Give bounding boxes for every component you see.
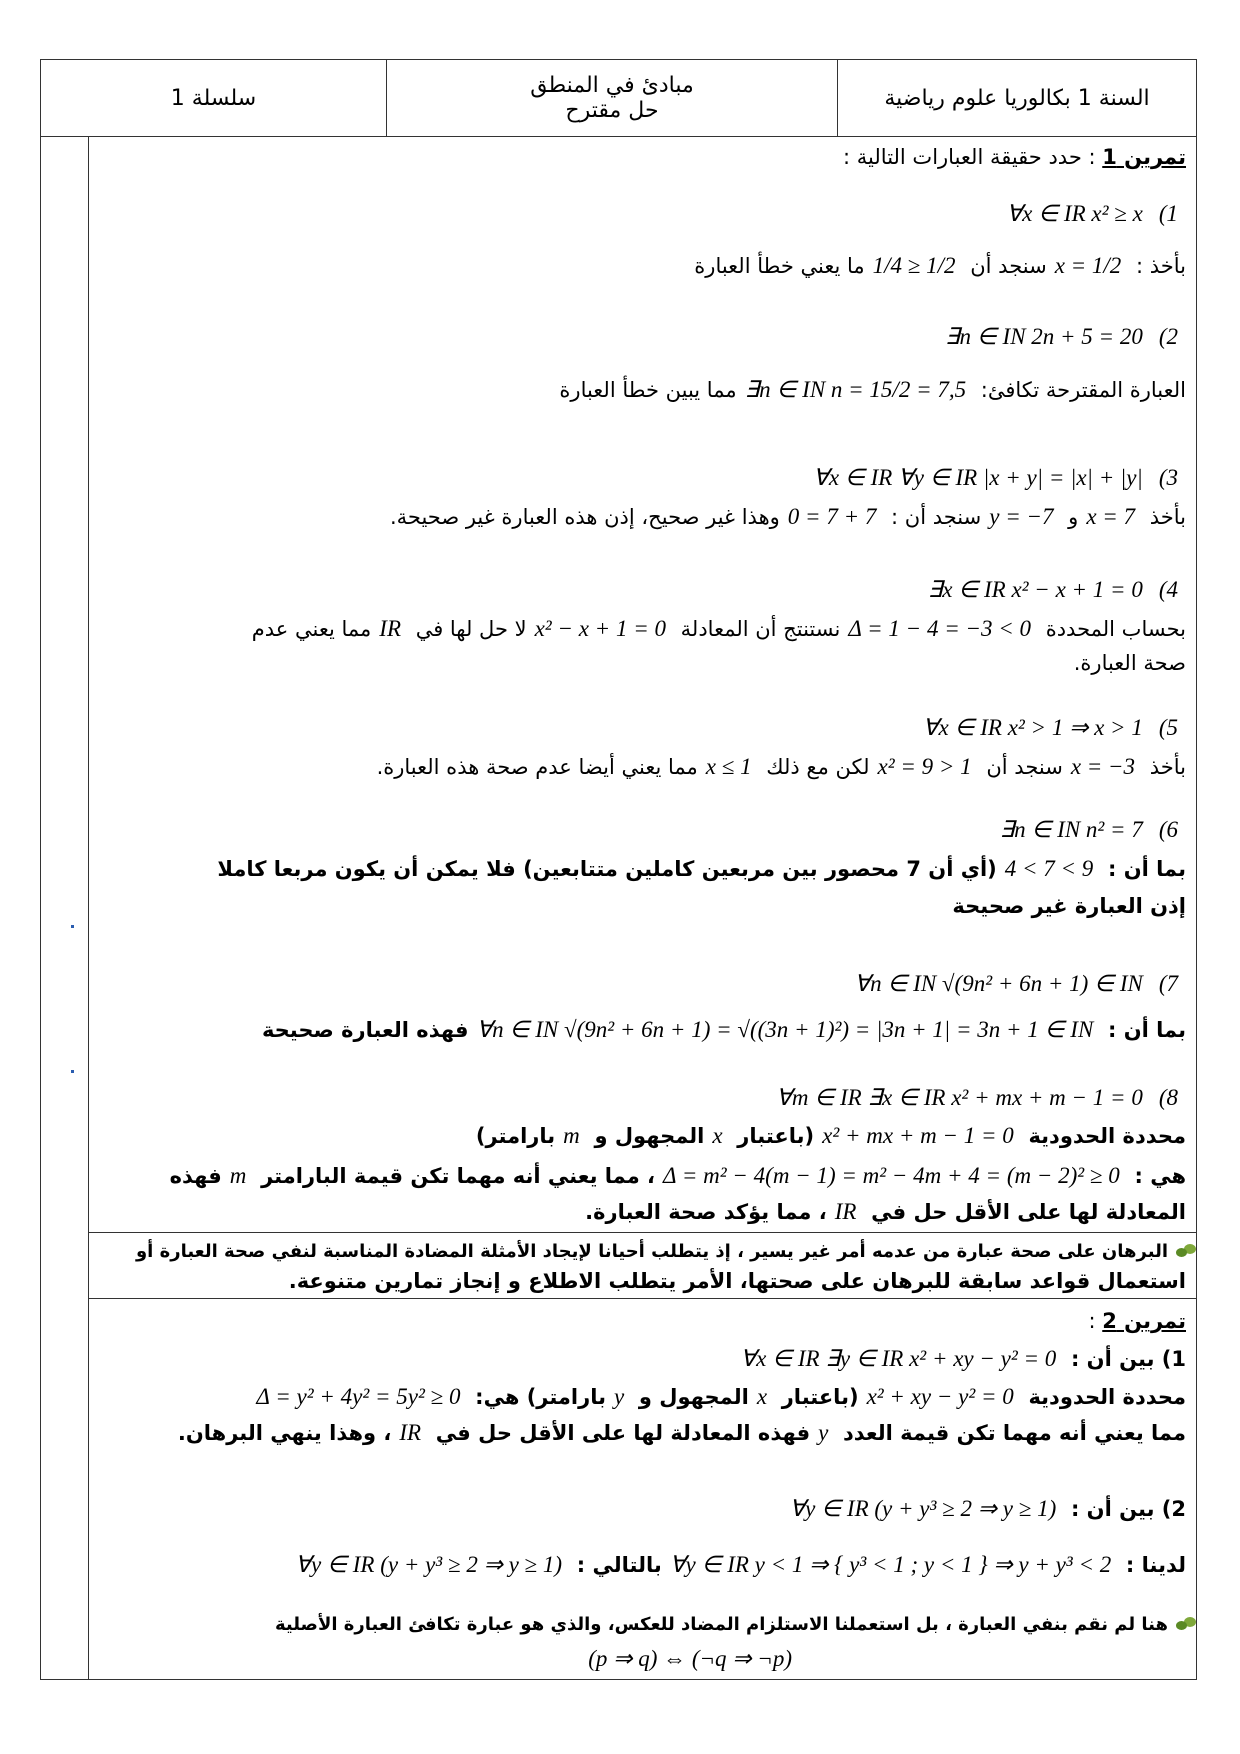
math-expression: x ≤ 1 bbox=[705, 754, 752, 779]
math-expression: ∀x ∈ IR ∀y ∈ IR |x + y| = |x| + |y| bbox=[813, 465, 1143, 490]
math-expression: m bbox=[563, 1123, 580, 1148]
series-label: سلسلة 1 bbox=[170, 85, 257, 111]
text-segment: إذن العبارة غير صحيحة bbox=[952, 894, 1186, 918]
text-segment: فهذه bbox=[169, 1164, 222, 1188]
topic-title: مبادئ في المنطق bbox=[530, 73, 694, 98]
math-expression: (8 bbox=[1158, 1085, 1178, 1110]
level-label: السنة 1 بكالوريا علوم رياضية bbox=[884, 85, 1150, 111]
text-segment: فهذه العبارة صحيحة bbox=[261, 1018, 469, 1042]
text-segment: بأخذ : bbox=[1136, 254, 1186, 278]
math-expression: x bbox=[712, 1123, 723, 1148]
math-expression: ∃n ∈ IN 2n + 5 = 20 bbox=[944, 324, 1143, 349]
math-expression: x² = 9 > 1 bbox=[877, 754, 972, 779]
text-line bbox=[998, 200, 1186, 228]
text-segment: العبارة المقترحة تكافئ: bbox=[980, 378, 1186, 402]
text-line bbox=[1088, 1307, 1186, 1335]
math-expression: x = 7 bbox=[1086, 504, 1136, 529]
math-expression: (7 bbox=[1158, 971, 1178, 996]
text-line bbox=[248, 1383, 1186, 1411]
math-expression: ∀x ∈ IR x² > 1 ⇒ x > 1 bbox=[922, 715, 1143, 740]
level-cell bbox=[838, 60, 1196, 136]
math-expression: ∀y ∈ IR (y + y³ ≥ 2 ⇒ y ≥ 1) bbox=[789, 1496, 1057, 1521]
text-line bbox=[952, 892, 1186, 920]
text-segment: هنا لم نقم بنفي العبارة ، بل استعملنا الاستلزام المضاد للعكس، والذي هو عبارة تكافئ العبارة الأصلية bbox=[274, 1614, 1168, 1635]
divider bbox=[88, 1298, 1197, 1299]
text-line bbox=[390, 503, 1186, 531]
text-segment: المجهول و bbox=[638, 1385, 749, 1409]
remark-line bbox=[136, 1236, 1196, 1266]
math-expression: ∃n ∈ IN n = 15/2 = 7,5 bbox=[744, 377, 967, 402]
math-expression: (3 bbox=[1158, 465, 1178, 490]
text-segment: لكن مع ذلك bbox=[766, 755, 870, 779]
text-segment: (باعتبار bbox=[737, 1124, 815, 1148]
text-line bbox=[805, 464, 1186, 492]
math-expression: (5 bbox=[1158, 715, 1178, 740]
text-segment: ، وهذا ينهي البرهان. bbox=[177, 1421, 392, 1445]
text-segment: : حدد حقيقة العبارات التالية : bbox=[843, 145, 1096, 169]
text-segment: بحساب المحددة bbox=[1045, 617, 1186, 641]
math-expression: (p ⇒ q) ⇔ (¬q ⇒ ¬p) bbox=[588, 1646, 792, 1671]
text-segment: استعمال قواعد سابقة للبرهان على صحتها، الأمر يتطلب الاطلاع و إنجاز تمارين متنوعة. bbox=[288, 1269, 1186, 1293]
math-expression: IR bbox=[834, 1199, 857, 1224]
text-segment: مما يعني عدم bbox=[251, 617, 372, 641]
text-line bbox=[252, 615, 1186, 643]
math-expression: x² + mx + m − 1 = 0 bbox=[822, 1123, 1014, 1148]
text-line bbox=[768, 1084, 1186, 1112]
math-expression: y bbox=[613, 1384, 625, 1409]
text-line bbox=[377, 753, 1186, 781]
math-expression: (4 bbox=[1158, 577, 1178, 602]
math-expression: y bbox=[818, 1420, 829, 1445]
text-segment: محددة الحدودية bbox=[1028, 1385, 1186, 1409]
text-segment: المجهول و bbox=[594, 1124, 705, 1148]
text-segment: ما يعني خطأ العبارة bbox=[694, 254, 865, 278]
math-expression: (6 bbox=[1158, 817, 1178, 842]
text-segment: لدينا : bbox=[1125, 1553, 1186, 1577]
math-expression: x² + xy − y² = 0 bbox=[866, 1384, 1014, 1409]
text-line bbox=[287, 1551, 1186, 1579]
text-line bbox=[580, 1645, 800, 1673]
text-segment: وهذا غير صحيح، إذن هذه العبارة غير صحيحة. bbox=[389, 505, 780, 529]
text-segment: و bbox=[1068, 505, 1079, 529]
text-line bbox=[915, 714, 1186, 742]
text-line bbox=[262, 1016, 1186, 1044]
text-line bbox=[559, 376, 1186, 404]
math-expression: 0 = 7 + 7 bbox=[787, 504, 877, 529]
text-segment: بأخذ bbox=[1149, 505, 1186, 529]
math-expression: ∀x ∈ IR ∃y ∈ IR x² + xy − y² = 0 bbox=[740, 1346, 1057, 1371]
text-line bbox=[732, 1345, 1186, 1373]
math-expression: 4 < 7 < 9 bbox=[1004, 856, 1094, 881]
text-segment: ، مما يعني أنه مهما تكن قيمة البارامتر bbox=[261, 1164, 656, 1188]
text-line bbox=[937, 323, 1186, 351]
remark-line bbox=[275, 1609, 1196, 1639]
math-expression: ∀n ∈ IN √(9n² + 6n + 1) = √((3n + 1)²) = |3n + 1| = 3n + 1 ∈ IN bbox=[476, 1017, 1094, 1042]
divider bbox=[88, 1232, 1197, 1233]
math-expression: ∀m ∈ IR ∃x ∈ IR x² + mx + m − 1 = 0 bbox=[776, 1085, 1143, 1110]
text-segment: بالتالي : bbox=[576, 1553, 662, 1577]
math-expression: ∃n ∈ IN n² = 7 bbox=[999, 817, 1143, 842]
math-expression: y = −7 bbox=[989, 504, 1054, 529]
text-line bbox=[781, 1495, 1186, 1523]
math-expression: 1/4 ≥ 1/2 bbox=[872, 253, 956, 278]
text-segment: بأخذ bbox=[1149, 755, 1186, 779]
exercise-heading: تمرين 2 bbox=[1102, 1309, 1186, 1333]
text-segment: سنجد أن : bbox=[891, 505, 982, 529]
margin-dot bbox=[71, 925, 74, 928]
text-segment: سنجد أن bbox=[970, 254, 1047, 278]
math-expression: x² − x + 1 = 0 bbox=[534, 616, 666, 641]
text-segment: 2) بين أن : bbox=[1070, 1497, 1186, 1521]
text-segment: مما يعني أيضا عدم صحة هذه العبارة. bbox=[376, 755, 698, 779]
text-segment: نستنتج أن المعادلة bbox=[680, 617, 841, 641]
text-segment: هي : bbox=[1134, 1164, 1186, 1188]
exercise-heading: تمرين 1 bbox=[1102, 145, 1186, 169]
margin-dot bbox=[71, 1070, 74, 1073]
text-segment: مما يبين خطأ العبارة bbox=[559, 378, 737, 402]
text-line bbox=[1074, 649, 1186, 677]
header-table bbox=[40, 59, 1197, 137]
math-expression: IR bbox=[399, 1420, 422, 1445]
text-line bbox=[920, 576, 1186, 604]
math-expression: m bbox=[229, 1163, 247, 1188]
math-expression: Δ = 1 − 4 = −3 < 0 bbox=[848, 616, 1032, 641]
text-segment: المعادلة لها على الأقل حل في bbox=[871, 1200, 1186, 1224]
math-expression: ∀n ∈ IN √(9n² + 6n + 1) ∈ IN bbox=[854, 971, 1143, 996]
math-expression: x = 1/2 bbox=[1054, 253, 1122, 278]
text-segment: بما أن : bbox=[1108, 1018, 1186, 1042]
text-line bbox=[694, 252, 1186, 280]
math-expression: ∃x ∈ IR x² − x + 1 = 0 bbox=[927, 577, 1143, 602]
text-line bbox=[217, 855, 1186, 883]
text-line bbox=[289, 1267, 1186, 1295]
text-segment: ، مما يؤكد صحة العبارة. bbox=[585, 1200, 827, 1224]
math-expression: (2 bbox=[1158, 324, 1178, 349]
text-segment: : bbox=[1088, 1309, 1096, 1333]
text-line bbox=[476, 1122, 1186, 1150]
topic-cell bbox=[387, 60, 838, 136]
text-segment: فهذه المعادلة لها على الأقل حل في bbox=[435, 1421, 811, 1445]
text-segment: بارامتر) هي: bbox=[475, 1385, 606, 1409]
text-segment: سنجد أن bbox=[986, 755, 1063, 779]
text-line bbox=[843, 143, 1186, 171]
text-segment: 1) بين أن : bbox=[1070, 1347, 1186, 1371]
text-segment: البرهان على صحة عبارة من عدمه أمر غير يسير ، إذ يتطلب أحيانا لإيجاد الأمثلة المضادة المناسبة لنفي صحة العبارة أو bbox=[135, 1241, 1168, 1262]
text-line bbox=[170, 1162, 1186, 1190]
series-cell bbox=[41, 60, 387, 136]
math-expression: IR bbox=[379, 616, 401, 641]
text-segment: لا حل لها في bbox=[415, 617, 527, 641]
text-segment: مما يعني أنه مهما تكن قيمة العدد bbox=[842, 1421, 1186, 1445]
text-line bbox=[992, 816, 1186, 844]
math-expression: ∀y ∈ IR (y + y³ ≥ 2 ⇒ y ≥ 1) bbox=[295, 1552, 563, 1577]
text-segment: صحة العبارة. bbox=[1073, 651, 1186, 675]
speech-bubble-icon bbox=[1174, 1617, 1196, 1631]
math-expression: Δ = y² + 4y² = 5y² ≥ 0 bbox=[256, 1384, 461, 1409]
math-expression: x bbox=[756, 1384, 768, 1409]
text-line bbox=[846, 970, 1186, 998]
text-segment: (باعتبار bbox=[781, 1385, 859, 1409]
math-expression: ∀x ∈ IR x² ≥ x bbox=[1006, 201, 1143, 226]
math-expression: (1 bbox=[1158, 201, 1178, 226]
text-line bbox=[178, 1419, 1186, 1447]
text-segment: (أي أن 7 محصور بين مربعين كاملين متتابعين) فلا يمكن أن يكون مربعا كاملا bbox=[217, 857, 997, 881]
math-expression: Δ = m² − 4(m − 1) = m² − 4m + 4 = (m − 2)² ≥ 0 bbox=[663, 1163, 1120, 1188]
text-line bbox=[585, 1198, 1186, 1226]
margin-column-divider bbox=[88, 136, 89, 1680]
text-segment: محددة الحدودية bbox=[1028, 1124, 1186, 1148]
speech-bubble-icon bbox=[1174, 1244, 1196, 1258]
math-expression: ∀y ∈ IR y < 1 ⇒ { y³ < 1 ; y < 1 } ⇒ y + y³ < 2 bbox=[669, 1552, 1112, 1577]
topic-subtitle: حل مقترح bbox=[565, 98, 659, 123]
text-segment: بما أن : bbox=[1108, 857, 1186, 881]
math-expression: x = −3 bbox=[1070, 754, 1136, 779]
text-segment: بارامتر) bbox=[475, 1124, 556, 1148]
